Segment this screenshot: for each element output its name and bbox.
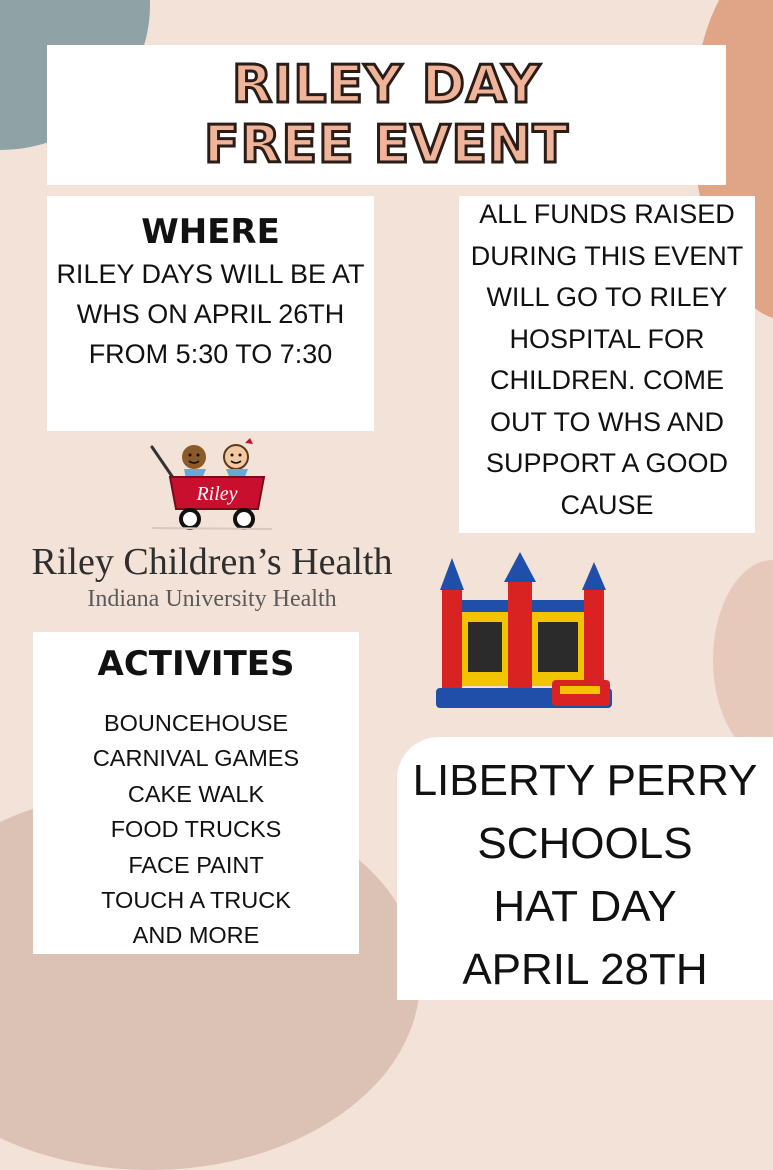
title-line-1: RILEY DAY: [232, 55, 541, 115]
funds-text: ALL FUNDS RAISED DURING THIS EVENT WILL GO TO RILEY HOSPITAL FOR CHILDREN. COME OUT TO WHS AND SUPPORT A GOOD CAUSE: [470, 199, 744, 520]
funds-box: [459, 196, 755, 533]
title-box: [47, 45, 726, 185]
activities-box: [33, 632, 359, 954]
activity-item: FACE PAINT: [128, 851, 264, 878]
wagon-label: Riley: [196, 483, 238, 505]
decor-blob-bottom-right: [713, 560, 773, 760]
liberty-perry-box: [397, 737, 773, 1000]
activity-item: AND MORE: [132, 922, 260, 949]
activity-item: FOOD TRUCKS: [110, 816, 282, 843]
logo-subname: Indiana University Health: [87, 586, 337, 612]
liberty-line-3: HAT DAY: [493, 882, 677, 931]
activities-heading: ACTIVITES: [97, 644, 295, 684]
activity-item: CARNIVAL GAMES: [92, 745, 300, 772]
where-box: [47, 196, 374, 431]
bounce-house-image-icon: [432, 552, 616, 722]
activity-item: CAKE WALK: [127, 780, 265, 807]
activity-item: TOUCH A TRUCK: [101, 887, 291, 914]
where-text: RILEY DAYS WILL BE AT WHS ON APRIL 26TH FROM 5:30 TO 7:30: [56, 259, 365, 369]
logo-name: Riley Children’s Health: [31, 541, 393, 583]
liberty-line-1: LIBERTY PERRY: [412, 756, 758, 805]
where-heading: WHERE: [141, 212, 280, 252]
activities-list: [33, 706, 359, 954]
riley-wagon-logo-icon: [148, 433, 272, 533]
liberty-line-2: SCHOOLS: [477, 819, 693, 868]
liberty-line-4: APRIL 28TH: [462, 945, 708, 994]
title-line-2: FREE EVENT: [204, 115, 569, 175]
activity-item: BOUNCEHOUSE: [103, 710, 289, 736]
